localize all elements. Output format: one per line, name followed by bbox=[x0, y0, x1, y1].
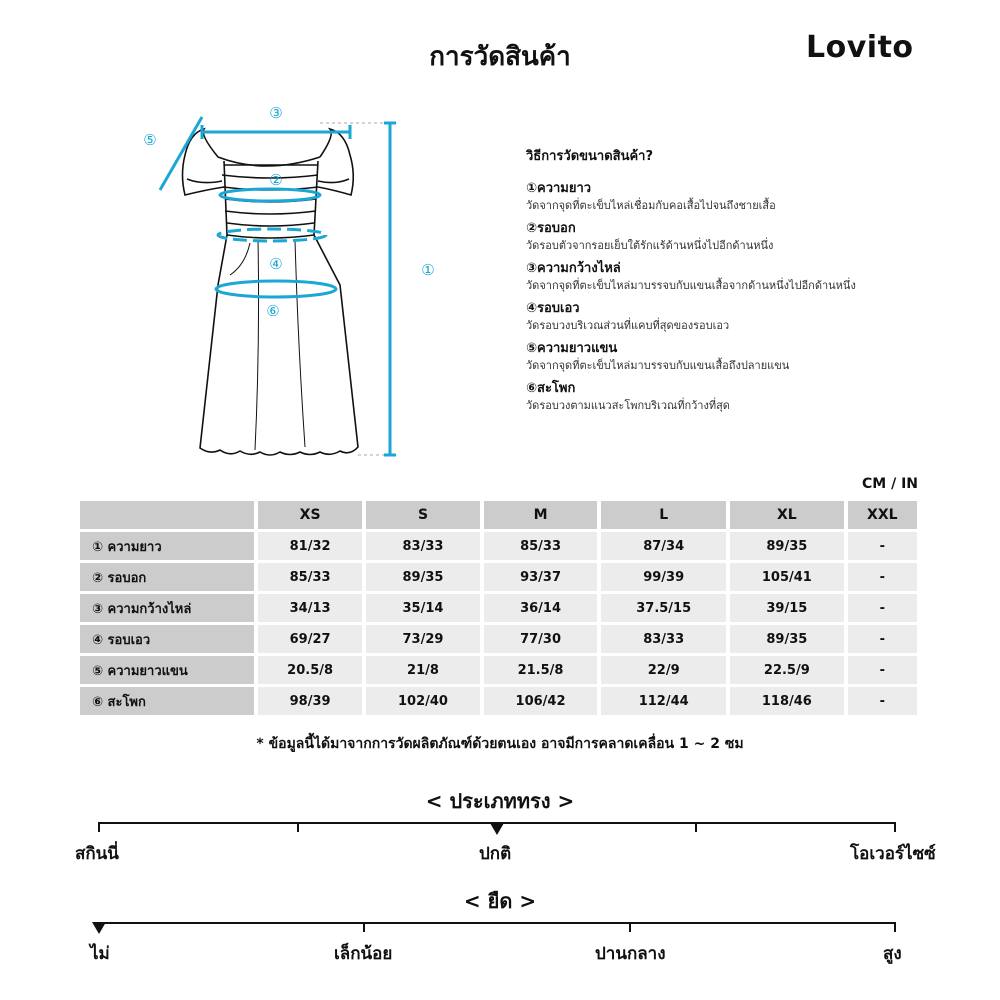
table-cell: 118/46 bbox=[730, 687, 844, 715]
stretch-scale-title: < ยืด > bbox=[463, 889, 537, 913]
table-cell: 89/35 bbox=[730, 625, 844, 653]
sleeve-measure-line bbox=[160, 117, 202, 190]
table-cell: 20.5/8 bbox=[258, 656, 362, 684]
stretch-scale-tick bbox=[363, 922, 365, 932]
stretch-label-high: สูง bbox=[883, 944, 902, 964]
size-table bbox=[76, 498, 921, 718]
table-cell: 87/34 bbox=[601, 532, 726, 560]
table-cell: 39/15 bbox=[730, 594, 844, 622]
step-length: ①ความยาว วัดจากจุดที่ตะเข็บไหล่เชื่อมกับคอเสื้อไปจนถึงชายเสื้อ bbox=[526, 181, 776, 212]
table-cell: 37.5/15 bbox=[601, 594, 726, 622]
label-3: ③ bbox=[269, 104, 283, 122]
table-row bbox=[80, 656, 917, 684]
fit-label-skinny: สกินนี่ bbox=[75, 844, 119, 864]
fit-scale-tick bbox=[297, 822, 299, 832]
stretch-label-medium: ปานกลาง bbox=[595, 944, 666, 964]
size-header: M bbox=[484, 501, 598, 529]
measurement-note: * ข้อมูลนี้ได้มาจากการวัดผลิตภัณฑ์ด้วยตนเอง อาจมีการคลาดเคลื่อน 1 ~ 2 ซม bbox=[256, 736, 744, 752]
how-to-title: วิธีการวัดขนาดสินค้า? bbox=[526, 149, 654, 164]
table-row bbox=[80, 687, 917, 715]
size-header: XS bbox=[258, 501, 362, 529]
stretch-label-none: ไม่ bbox=[90, 944, 110, 964]
size-header: S bbox=[366, 501, 480, 529]
table-cell: 83/33 bbox=[366, 532, 480, 560]
fit-selected-marker-icon bbox=[490, 823, 504, 835]
table-cell: 83/33 bbox=[601, 625, 726, 653]
table-corner bbox=[80, 501, 254, 529]
table-cell: 85/33 bbox=[258, 563, 362, 591]
table-header-row bbox=[80, 501, 917, 529]
stretch-scale-tick bbox=[629, 922, 631, 932]
table-row bbox=[80, 563, 917, 591]
table-cell: 34/13 bbox=[258, 594, 362, 622]
unit-label: CM / IN bbox=[862, 476, 918, 492]
stretch-scale-line bbox=[99, 922, 896, 924]
table-cell: 77/30 bbox=[484, 625, 598, 653]
row-label: ② รอบอก bbox=[80, 563, 254, 591]
step-bust: ②รอบอก วัดรอบตัวจากรอยเย็บใต้รักแร้ด้านหนึ่งไปอีกด้านหนึ่ง bbox=[526, 221, 774, 252]
label-4: ④ bbox=[269, 255, 283, 273]
stretch-scale-tick bbox=[894, 922, 896, 932]
table-cell: - bbox=[848, 594, 917, 622]
table-cell: 105/41 bbox=[730, 563, 844, 591]
table-cell: 22.5/9 bbox=[730, 656, 844, 684]
table-cell: - bbox=[848, 563, 917, 591]
row-label: ③ ความกว้างไหล่ bbox=[80, 594, 254, 622]
table-cell: 73/29 bbox=[366, 625, 480, 653]
how-to-measure bbox=[526, 145, 946, 420]
step-shoulder: ③ความกว้างไหล่ วัดจากจุดที่ตะเข็บไหล่มาบรรจบกับแขนเสื้อจากด้านหนึ่งไปอีกด้านหนึ่ง bbox=[526, 261, 856, 292]
table-cell: 89/35 bbox=[730, 532, 844, 560]
stretch-label-slight: เล็กน้อย bbox=[334, 944, 393, 964]
table-cell: 93/37 bbox=[484, 563, 598, 591]
label-2: ② bbox=[269, 171, 283, 189]
table-cell: 112/44 bbox=[601, 687, 726, 715]
step-sleeve: ⑤ความยาวแขน วัดจากจุดที่ตะเข็บไหล่มาบรรจบกับแขนเสื้อถึงปลายแขน bbox=[526, 341, 790, 372]
table-cell: 81/32 bbox=[258, 532, 362, 560]
table-cell: 99/39 bbox=[601, 563, 726, 591]
fit-label-regular: ปกติ bbox=[479, 844, 512, 864]
table-cell: 21.5/8 bbox=[484, 656, 598, 684]
table-cell: 69/27 bbox=[258, 625, 362, 653]
table-cell: - bbox=[848, 625, 917, 653]
step-hip: ⑥สะโพก วัดรอบวงตามแนวสะโพกบริเวณที่กว้างที่สุด bbox=[526, 381, 730, 412]
row-label: ⑥ สะโพก bbox=[80, 687, 254, 715]
brand-logo: Lovito bbox=[806, 30, 914, 65]
table-row bbox=[80, 532, 917, 560]
dress-diagram bbox=[130, 95, 460, 470]
label-1: ① bbox=[421, 261, 435, 279]
stretch-selected-marker-icon bbox=[92, 922, 106, 934]
label-6: ⑥ bbox=[266, 302, 280, 320]
fit-scale-tick bbox=[695, 822, 697, 832]
fit-scale-title: < ประเภททรง > bbox=[425, 789, 575, 813]
table-cell: - bbox=[848, 687, 917, 715]
bust-measure-line bbox=[220, 189, 320, 201]
table-cell: 106/42 bbox=[484, 687, 598, 715]
size-header: L bbox=[601, 501, 726, 529]
fit-scale-tick bbox=[894, 822, 896, 832]
hip-measure-line bbox=[216, 281, 336, 297]
fit-label-oversize: โอเวอร์ไซซ์ bbox=[850, 844, 936, 864]
row-label: ⑤ ความยาวแขน bbox=[80, 656, 254, 684]
table-cell: 21/8 bbox=[366, 656, 480, 684]
table-cell: 36/14 bbox=[484, 594, 598, 622]
table-cell: 89/35 bbox=[366, 563, 480, 591]
table-cell: - bbox=[848, 532, 917, 560]
row-label: ④ รอบเอว bbox=[80, 625, 254, 653]
table-cell: 22/9 bbox=[601, 656, 726, 684]
table-row bbox=[80, 594, 917, 622]
step-waist: ④รอบเอว วัดรอบวงบริเวณส่วนที่แคบที่สุดของรอบเอว bbox=[526, 301, 730, 332]
table-row bbox=[80, 625, 917, 653]
table-cell: 102/40 bbox=[366, 687, 480, 715]
size-header: XL bbox=[730, 501, 844, 529]
row-label: ① ความยาว bbox=[80, 532, 254, 560]
table-cell: 85/33 bbox=[484, 532, 598, 560]
page-title: การวัดสินค้า bbox=[429, 42, 571, 72]
table-cell: 35/14 bbox=[366, 594, 480, 622]
label-5: ⑤ bbox=[143, 131, 157, 149]
table-cell: 98/39 bbox=[258, 687, 362, 715]
size-header: XXL bbox=[848, 501, 917, 529]
table-cell: - bbox=[848, 656, 917, 684]
fit-scale-tick bbox=[98, 822, 100, 832]
